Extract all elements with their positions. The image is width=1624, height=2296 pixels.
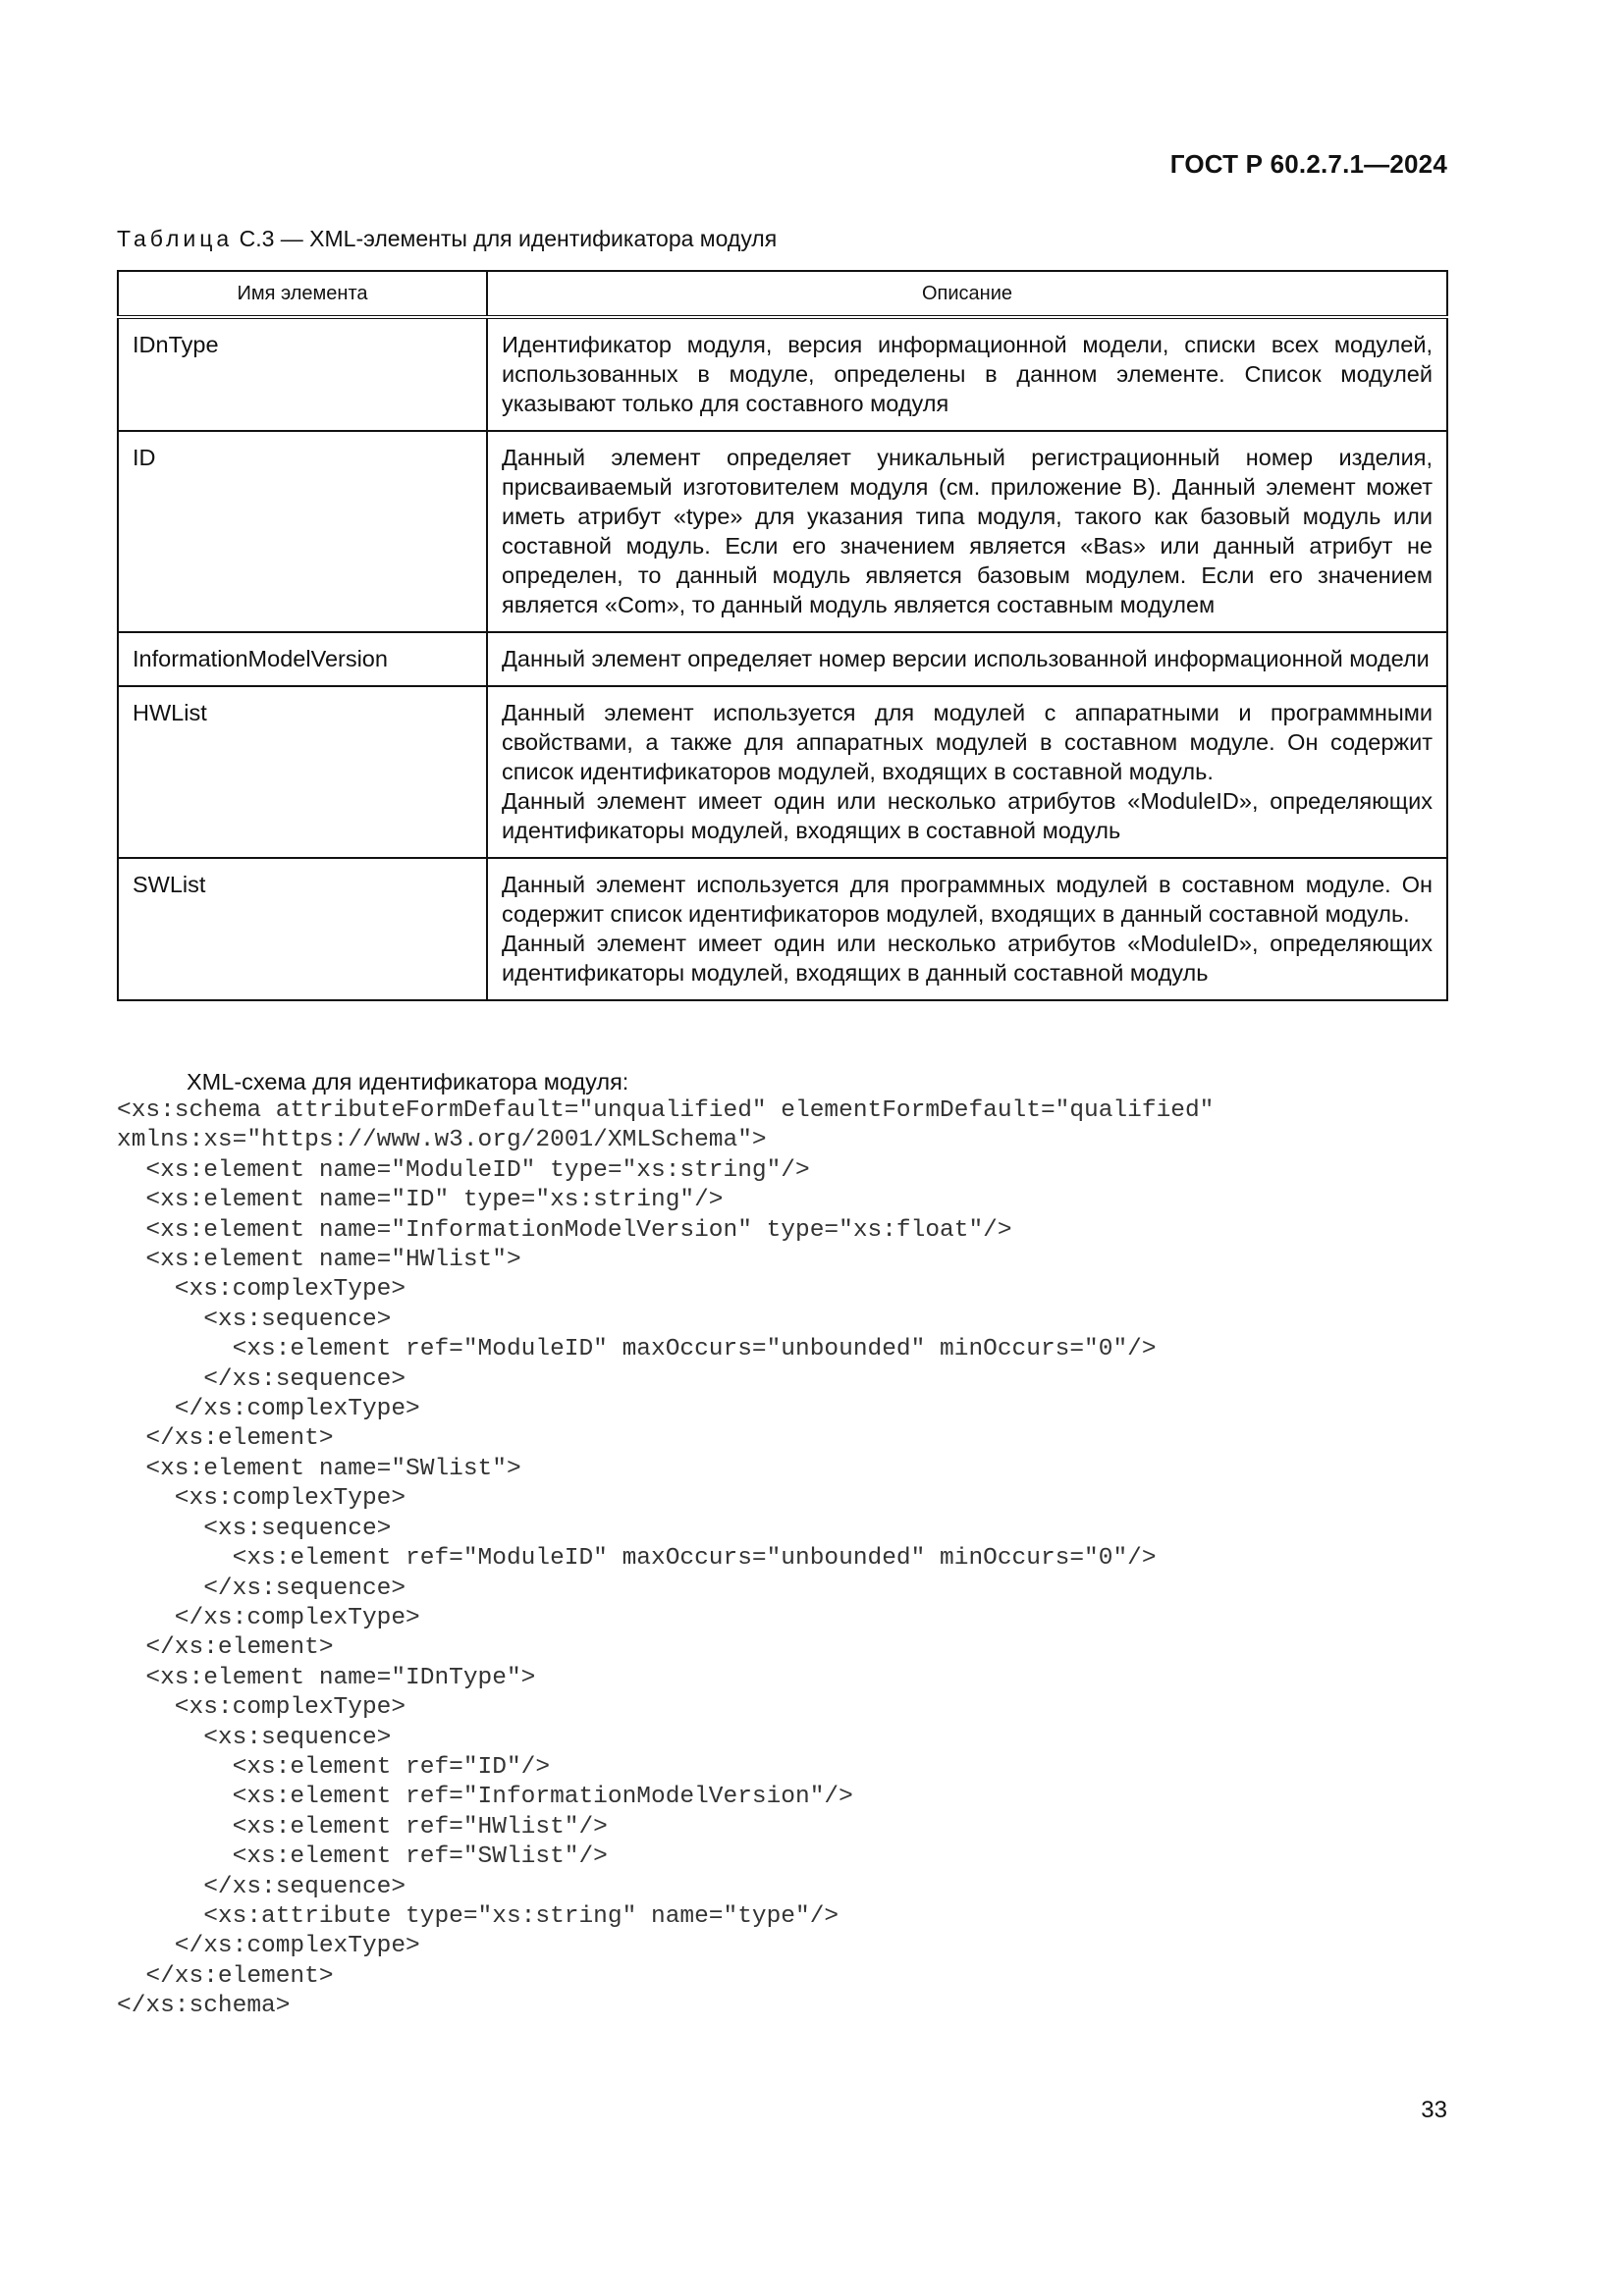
table-caption (117, 226, 777, 252)
code-line: <xs:element ref="ModuleID" maxOccurs="unbounded" minOccurs="0"/> (117, 1336, 1157, 1363)
schema-intro: XML-схема для идентификатора модуля: (187, 1069, 629, 1095)
document-header: ГОСТ Р 60.2.7.1—2024 (1169, 149, 1447, 179)
code-line: <xs:sequence> (117, 1724, 392, 1751)
code-line: <xs:sequence> (117, 1515, 392, 1542)
code-line: <xs:element ref="InformationModelVersion"/> (117, 1784, 853, 1811)
element-description-cell (487, 632, 1447, 686)
table-caption-prefix: Таблица (117, 226, 234, 251)
code-line: <xs:element ref="ModuleID" maxOccurs="unbounded" minOccurs="0"/> (117, 1545, 1157, 1573)
table-body (118, 317, 1447, 1000)
code-line: <xs:element name="ModuleID" type="xs:string"/> (117, 1156, 810, 1184)
xml-schema-code (117, 1096, 1214, 2022)
table-row (118, 431, 1447, 632)
description-paragraph: Данный элемент имеет один или несколько атрибутов «ModuleID», определяющих идентификаторы модулей, входящих в данный составной модуль (502, 931, 1433, 986)
description-paragraph: Идентификатор модуля, версия информационной модели, списки всех модулей, использованных в модуле, определены в данном элементе. Список модулей указывают только для составного модуля (502, 332, 1433, 416)
element-name-cell: SWList (118, 858, 487, 1000)
element-name-cell: IDnType (118, 317, 487, 431)
code-line: <xs:element name="SWlist"> (117, 1455, 521, 1482)
code-line: <xs:schema attributeFormDefault="unqualified" elementFormDefault="qualified" (117, 1097, 1215, 1124)
element-description-cell (487, 317, 1447, 431)
code-line: <xs:element name="IDnType"> (117, 1664, 536, 1691)
element-name-cell: InformationModelVersion (118, 632, 487, 686)
element-name-cell: HWList (118, 686, 487, 858)
code-line: </xs:schema> (117, 1993, 291, 2020)
table-row (118, 317, 1447, 431)
code-line: </xs:element> (117, 1425, 334, 1453)
code-line: <xs:complexType> (117, 1694, 406, 1722)
page-number: 33 (1421, 2097, 1447, 2123)
code-line: </xs:element> (117, 1634, 334, 1662)
table-header-row (118, 271, 1447, 317)
code-line: </xs:sequence> (117, 1365, 406, 1393)
description-paragraph: Данный элемент имеет один или несколько атрибутов «ModuleID», определяющих идентификаторы модулей, входящих в составной модуль (502, 788, 1433, 843)
description-paragraph: Данный элемент используется для программных модулей в составном модуле. Он содержит список идентификаторов модулей, входящих в данный составной модуль. (502, 872, 1433, 927)
code-line: xmlns:xs="https://www.w3.org/2001/XMLSchema"> (117, 1127, 767, 1154)
table-caption-title: С.3 — XML-элементы для идентификатора модуля (233, 226, 778, 251)
element-description-cell (487, 686, 1447, 858)
code-line: <xs:element ref="ID"/> (117, 1753, 551, 1781)
code-line: <xs:element name="InformationModelVersion" type="xs:float"/> (117, 1216, 1012, 1244)
element-description-cell (487, 858, 1447, 1000)
code-line: </xs:sequence> (117, 1575, 406, 1602)
code-line: </xs:complexType> (117, 1604, 420, 1631)
code-line: <xs:element name="HWlist"> (117, 1247, 521, 1274)
code-line: </xs:sequence> (117, 1873, 406, 1900)
code-line: </xs:element> (117, 1962, 334, 1990)
column-header-description: Описание (487, 271, 1447, 317)
column-header-name: Имя элемента (118, 271, 487, 317)
code-line: <xs:element ref="HWlist"/> (117, 1813, 608, 1841)
table-row (118, 632, 1447, 686)
element-description-cell (487, 431, 1447, 632)
code-line: <xs:element name="ID" type="xs:string"/> (117, 1187, 724, 1214)
code-line: </xs:complexType> (117, 1396, 420, 1423)
code-line: <xs:complexType> (117, 1276, 406, 1304)
code-line: <xs:sequence> (117, 1306, 392, 1333)
description-paragraph: Данный элемент используется для модулей с аппаратными и программными свойствами, а также для аппаратных модулей в составном модуле. Он содержит список идентификаторов модулей, входящих в составной модуль. (502, 700, 1433, 784)
table-row (118, 858, 1447, 1000)
code-line: <xs:complexType> (117, 1485, 406, 1513)
elements-table (117, 270, 1448, 1001)
element-name-cell: ID (118, 431, 487, 632)
table-row (118, 686, 1447, 858)
description-paragraph: Данный элемент определяет номер версии использованной информационной модели (502, 646, 1430, 671)
code-line: <xs:element ref="SWlist"/> (117, 1843, 608, 1871)
code-line: </xs:complexType> (117, 1933, 420, 1960)
description-paragraph: Данный элемент определяет уникальный регистрационный номер изделия, присваиваемый изготовителем модуля (см. приложение B). Данный элемент может иметь атрибут «type» для указания типа модуля, такого как базовый модуль или составной модуль. Если его значением является «Bas» или данный атрибут не определен, то данный модуль является базовым модулем. Если его значением является «Com», то данный модуль является составным модулем (502, 445, 1433, 617)
code-line: <xs:attribute type="xs:string" name="type"/> (117, 1902, 839, 1930)
